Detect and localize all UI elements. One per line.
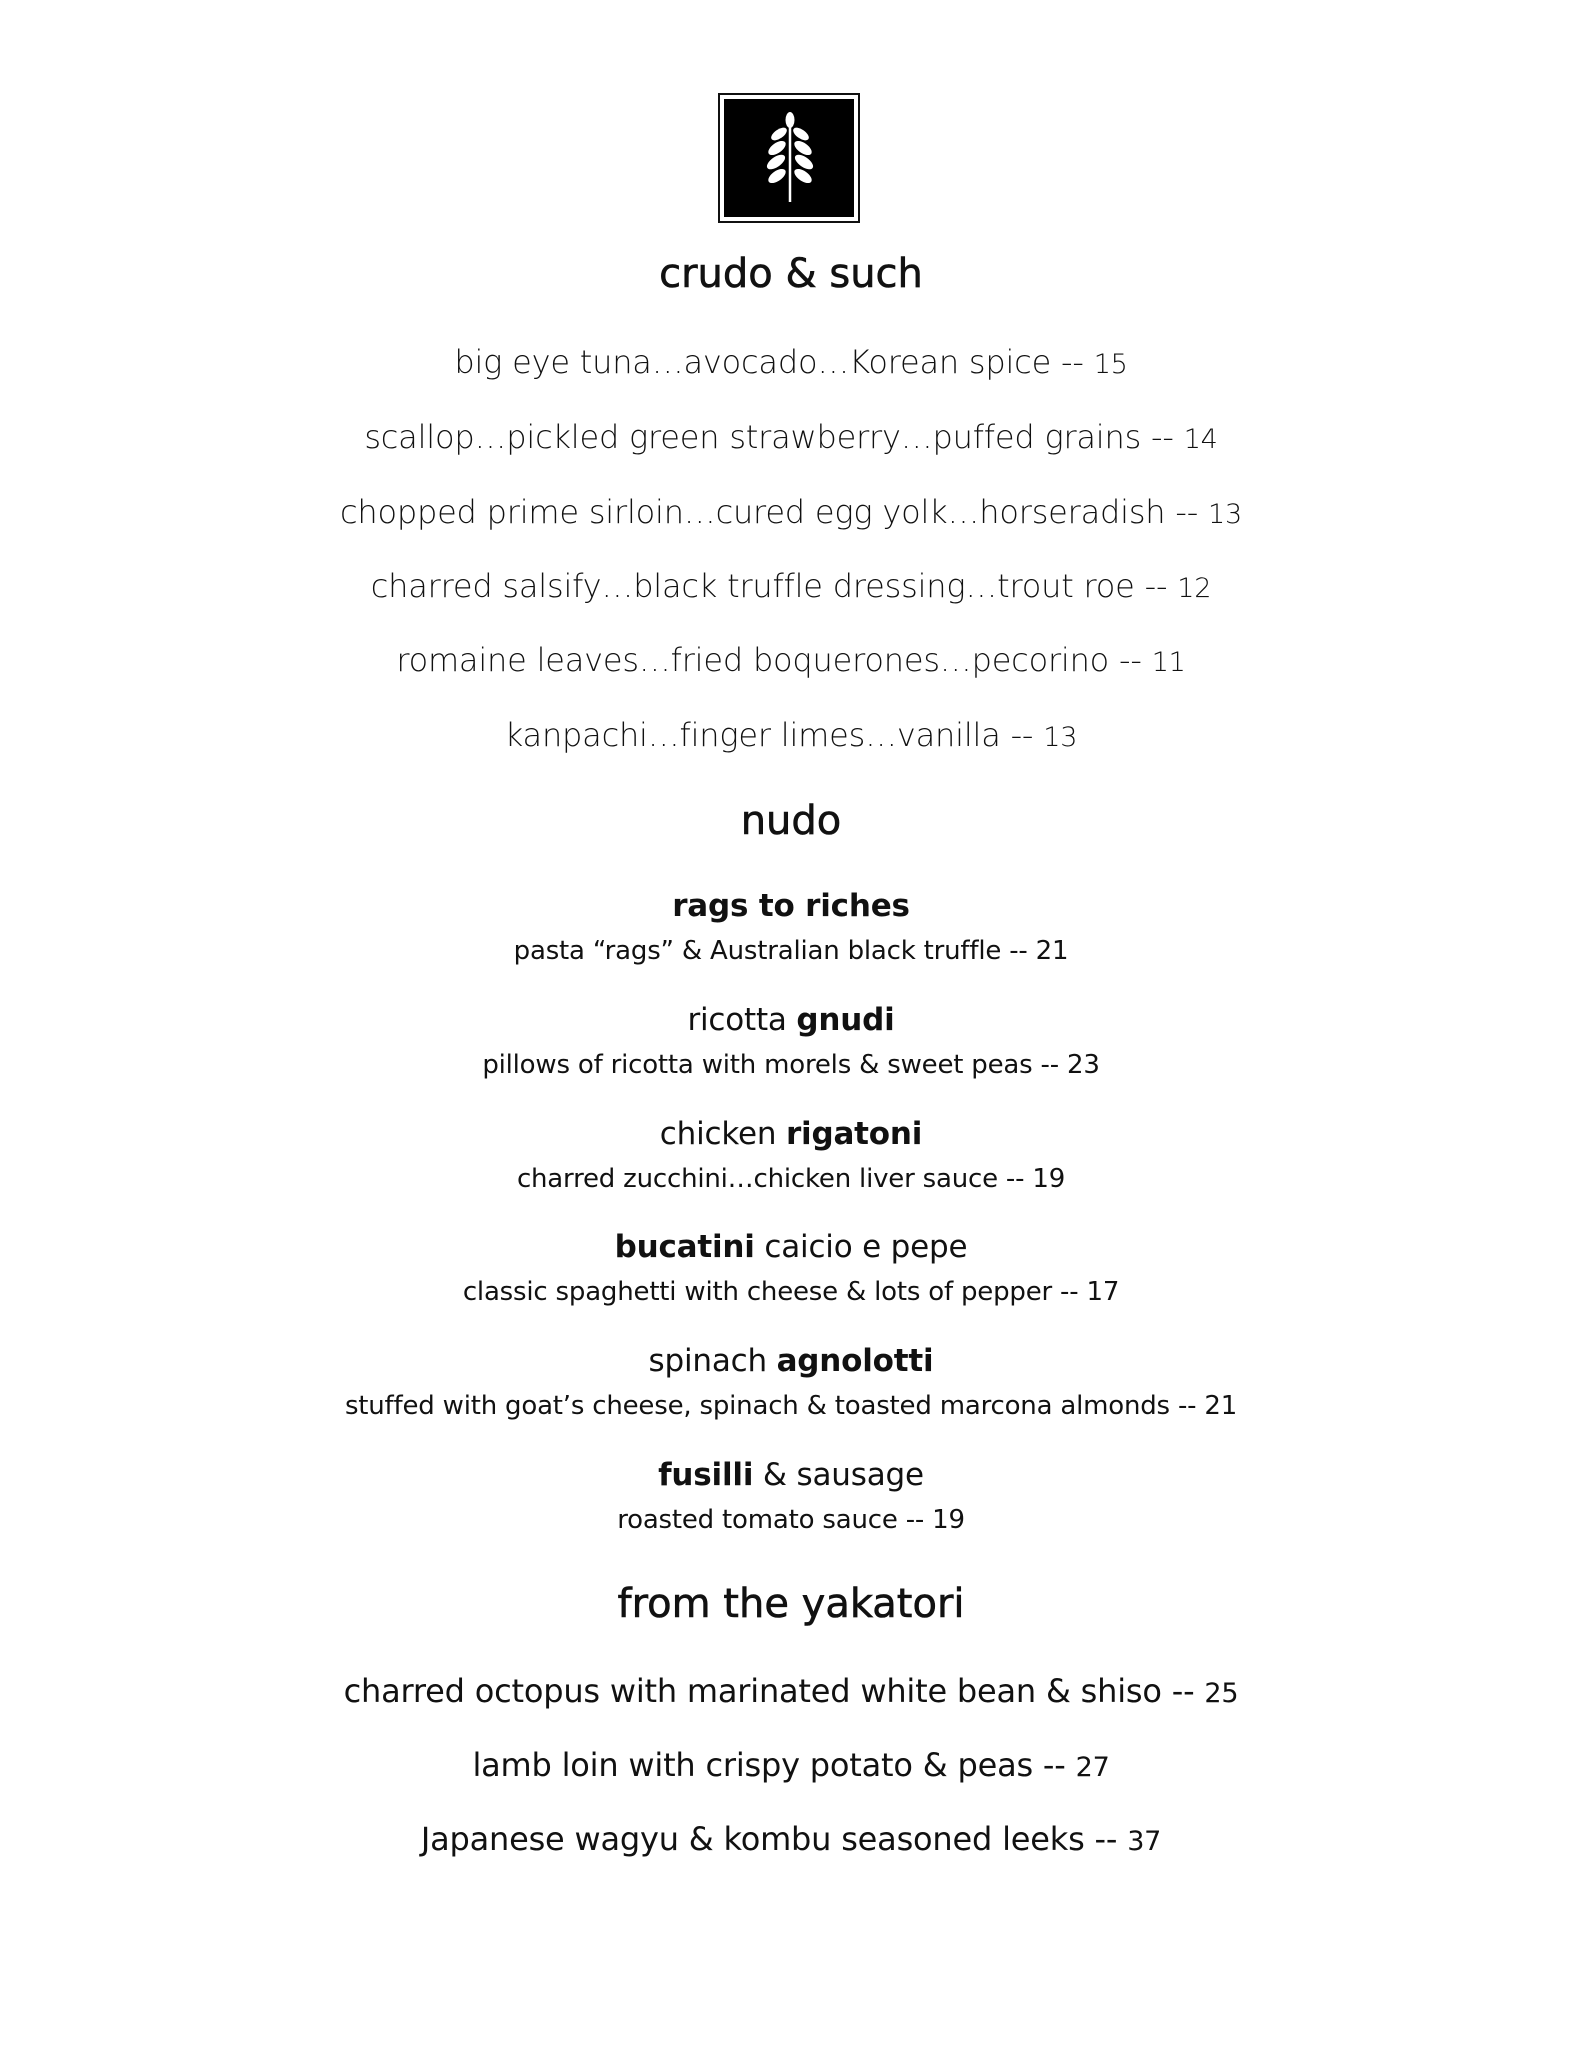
menu-item-text: chopped prime sirloin…cured egg yolk…horseradish --: [339, 493, 1209, 531]
menu-item-price: 15: [1093, 349, 1128, 380]
menu-item-text: romaine leaves…fried boquerones…pecorino --: [396, 641, 1152, 679]
dish-name: [0, 1229, 1582, 1265]
dish-name-bold: bucatini: [614, 1229, 755, 1265]
leaf-branch-icon: [759, 112, 819, 204]
menu-item: [0, 1746, 1582, 1784]
menu-item-text: charred salsify…black truffle dressing…trout roe --: [370, 567, 1178, 605]
menu-item-price: 12: [1177, 573, 1212, 604]
dish-description: charred zucchini…chicken liver sauce -- 19: [516, 1164, 1066, 1194]
dish-name: [0, 1116, 1582, 1152]
dish-description: roasted tomato sauce -- 19: [617, 1505, 965, 1535]
dish-name-plain: caicio e pepe: [754, 1229, 968, 1265]
menu-item: [0, 567, 1582, 605]
dish-name: [0, 1343, 1582, 1379]
dish-name: [0, 888, 1582, 924]
dish-name-bold: agnolotti: [776, 1343, 934, 1379]
menu-item: [0, 716, 1582, 754]
dish-name-bold: rags to riches: [672, 888, 910, 924]
dish-name-bold: gnudi: [796, 1002, 895, 1038]
dish-name: [0, 1002, 1582, 1038]
menu-item-text: big eye tuna…avocado…Korean spice --: [454, 343, 1094, 381]
menu-item-price: 25: [1204, 1678, 1239, 1709]
dish-name-plain: chicken: [659, 1116, 786, 1152]
menu-item-text: Japanese wagyu & kombu seasoned leeks --: [420, 1820, 1128, 1858]
dish-description: pasta “rags” & Australian black truffle -- 21: [513, 936, 1069, 966]
menu-item: [0, 343, 1582, 381]
dish-name-plain: spinach: [648, 1343, 777, 1379]
section-title-crudo: crudo & such: [659, 251, 923, 297]
dish-name-bold: fusilli: [658, 1457, 754, 1493]
logo-background: [724, 99, 854, 217]
section-title-yakatori: from the yakatori: [617, 1581, 965, 1627]
dish-description: pillows of ricotta with morels & sweet peas -- 23: [482, 1050, 1100, 1080]
menu-item-text: kanpachi…finger limes…vanilla --: [504, 716, 1044, 754]
menu-item: [0, 418, 1582, 456]
menu-item-price: 13: [1043, 722, 1078, 753]
section-title-nudo: nudo: [740, 798, 842, 844]
restaurant-logo: [718, 93, 860, 223]
menu-item: [0, 493, 1582, 531]
dish-name: [0, 1457, 1582, 1493]
menu-item-price: 13: [1208, 499, 1242, 530]
menu-item-price: 14: [1183, 424, 1218, 455]
dish-description: classic spaghetti with cheese & lots of pepper -- 17: [462, 1277, 1120, 1307]
menu-item: [0, 641, 1582, 679]
dish-name-bold: rigatoni: [785, 1116, 923, 1152]
menu-item-text: charred octopus with marinated white bean & shiso --: [343, 1672, 1205, 1710]
menu-item-text: lamb loin with crispy potato & peas --: [472, 1746, 1076, 1784]
dish-description: stuffed with goat’s cheese, spinach & toasted marcona almonds -- 21: [344, 1391, 1238, 1421]
menu-item-price: 27: [1075, 1752, 1110, 1783]
menu-item-price: 37: [1127, 1826, 1162, 1857]
menu-item: [0, 1820, 1582, 1858]
menu-item: [0, 1672, 1582, 1710]
menu-item-price: 11: [1151, 647, 1186, 678]
dish-name-plain: & sausage: [753, 1457, 924, 1493]
dish-name-plain: ricotta: [687, 1002, 797, 1038]
menu-item-text: scallop…pickled green strawberry…puffed grains --: [364, 418, 1184, 456]
